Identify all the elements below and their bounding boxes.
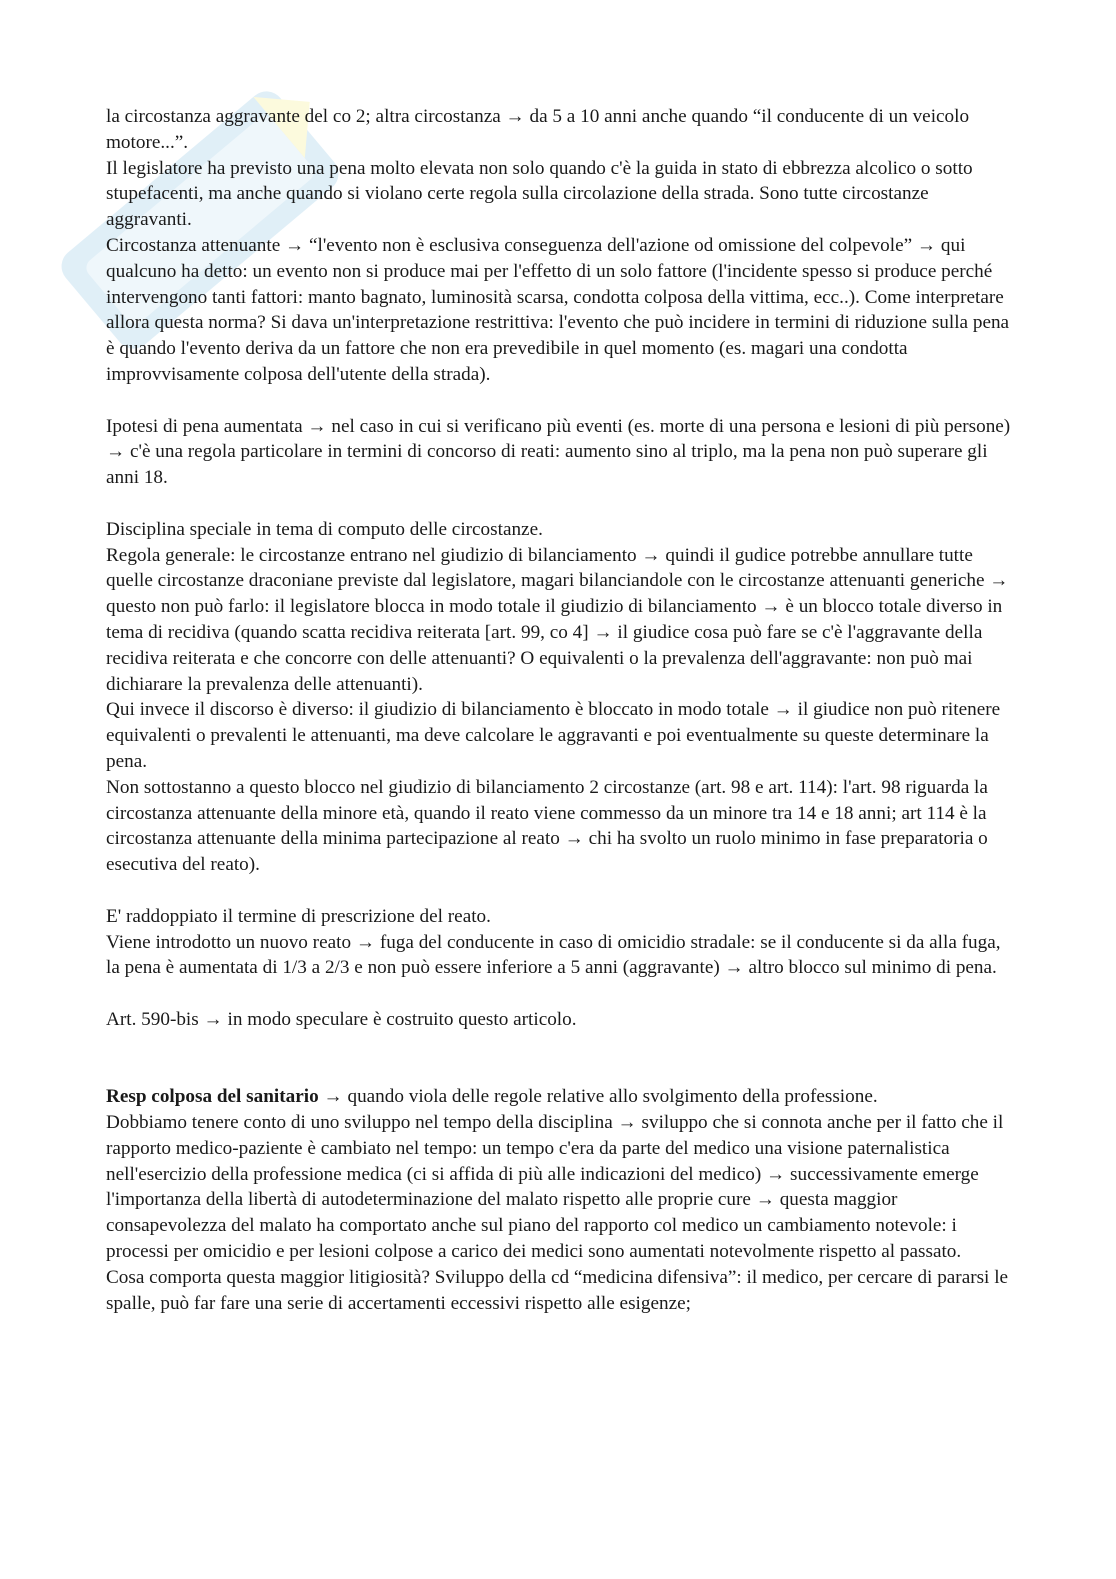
paragraph: Ipotesi di pena aumentata → nel caso in cui si verificano più eventi (es. morte di una persona e lesioni di più persone) → c'è una regola particolare in termini di concorso di reati: aumento sino al triplo, ma la pena non può superare gli anni 18. — [106, 415, 1011, 489]
paragraph: Cosa comporta questa maggior litigiosità? Sviluppo della cd “medicina difensiva”: il medico, per cercare di pararsi le spalle, può far fare una serie di accertamenti eccessivi rispetto alle esigenze; — [106, 1266, 1009, 1314]
paragraph: la circostanza aggravante del co 2; altra circostanza → da 5 a 10 anni anche quando “il conducente di un veicolo motore...”. — [106, 106, 970, 153]
section-heading-rest: → quando viola delle regole relative allo svolgimento della professione. — [318, 1086, 878, 1108]
paragraph: Non sottostanno a questo blocco nel giudizio di bilanciamento 2 circostanze (art. 98 e art. 114): l'art. 98 riguarda la circostanza attenuante della minore età, quando il reato viene commesso da un minore tra 14 e 18 anni; art 114 è la circostanza attenuante della minima partecipazione al reato → chi ha svolto un ruolo minimo in fase preparatoria o esecutiva del reato). — [106, 776, 988, 876]
paragraph: Circostanza attenuante → “l'evento non è esclusiva conseguenza dell'azione od omissione del colpevole” → qui qualcuno ha detto: un evento non si produce mai per l'effetto di un solo fattore (l'incidente spesso si produce perché intervengono tanti fattori: manto bagnato, luminosità scarsa, condotta colposa della vittima, ecc..). Come interpretare allora questa norma? Si dava un'interpretazione restrittiva: l'evento che può incidere in termini di riduzione sulla pena è quando l'evento deriva da un fattore che non era prevedibile in quel momento (es. magari una condotta improvvisamente colposa dell'utente della strada). — [106, 234, 1010, 385]
paragraph: Regola generale: le circostanze entrano nel giudizio di bilanciamento → quindi il gudice potrebbe annullare tutte quelle circostanze draconiane previste dal legislatore, magari bilanciandole con le circostanze attenuanti generiche → questo non può farlo: il legislatore blocca in modo totale il giudizio di bilanciamento → è un blocco totale diverso in tema di recidiva (quando scatta recidiva reiterata [art. 99, co 4] → il giudice cosa può fare se c'è l'aggravante della recidiva reiterata e che concorre con delle attenuanti? O equivalenti o la prevalenza dell'aggravante: non può mai dichiarare la prevalenza delle attenuanti). — [106, 544, 1009, 695]
paragraph: Disciplina speciale in tema di computo delle circostanze. — [106, 518, 543, 540]
paragraph: Art. 590-bis → in modo speculare è costruito questo articolo. — [106, 1008, 577, 1030]
paragraph: Dobbiamo tenere conto di uno sviluppo nel tempo della disciplina → sviluppo che si connota anche per il fatto che il rapporto medico-paziente è cambiato nel tempo: un tempo c'era da parte del medico una visione paternalistica nell'esercizio della professione medica (ci si affida di più alle indicazioni del medico) → successivamente emerge l'importanza della libertà di autodeterminazione del malato rispetto alle proprie cure → questa maggior consapevolezza del malato ha comportato anche sul piano del rapporto col medico un cambiamento notevole: i processi per omicidio e per lesioni colpose a carico dei medici sono aumentati notevolmente rispetto al passato. — [106, 1112, 1004, 1263]
section-heading: Resp colposa del sanitario — [106, 1086, 319, 1108]
paragraph: Viene introdotto un nuovo reato → fuga del conducente in caso di omicidio stradale: se il conducente si da alla fuga, la pena è aumentata di 1/3 a 2/3 e non può essere inferiore a 5 anni (aggravante) → altro blocco sul minimo di pena. — [106, 931, 1001, 979]
paragraph: Qui invece il discorso è diverso: il giudizio di bilanciamento è bloccato in modo totale → il giudice non può ritenere equivalenti o prevalenti le attenuanti, ma deve calcolare le aggravanti e poi eventualmente su queste determinare la pena. — [106, 699, 1001, 772]
document-body — [106, 104, 1016, 1316]
paragraph: E' raddoppiato il termine di prescrizione del reato. — [106, 905, 491, 927]
section-intro — [106, 1084, 1016, 1110]
paragraph: Il legislatore ha previsto una pena molto elevata non solo quando c'è la guida in stato di ebbrezza alcolico o sotto stupefacenti, ma anche quando si violano certe regola sulla circolazione della strada. Sono tutte circostanze aggravanti. — [106, 157, 973, 231]
